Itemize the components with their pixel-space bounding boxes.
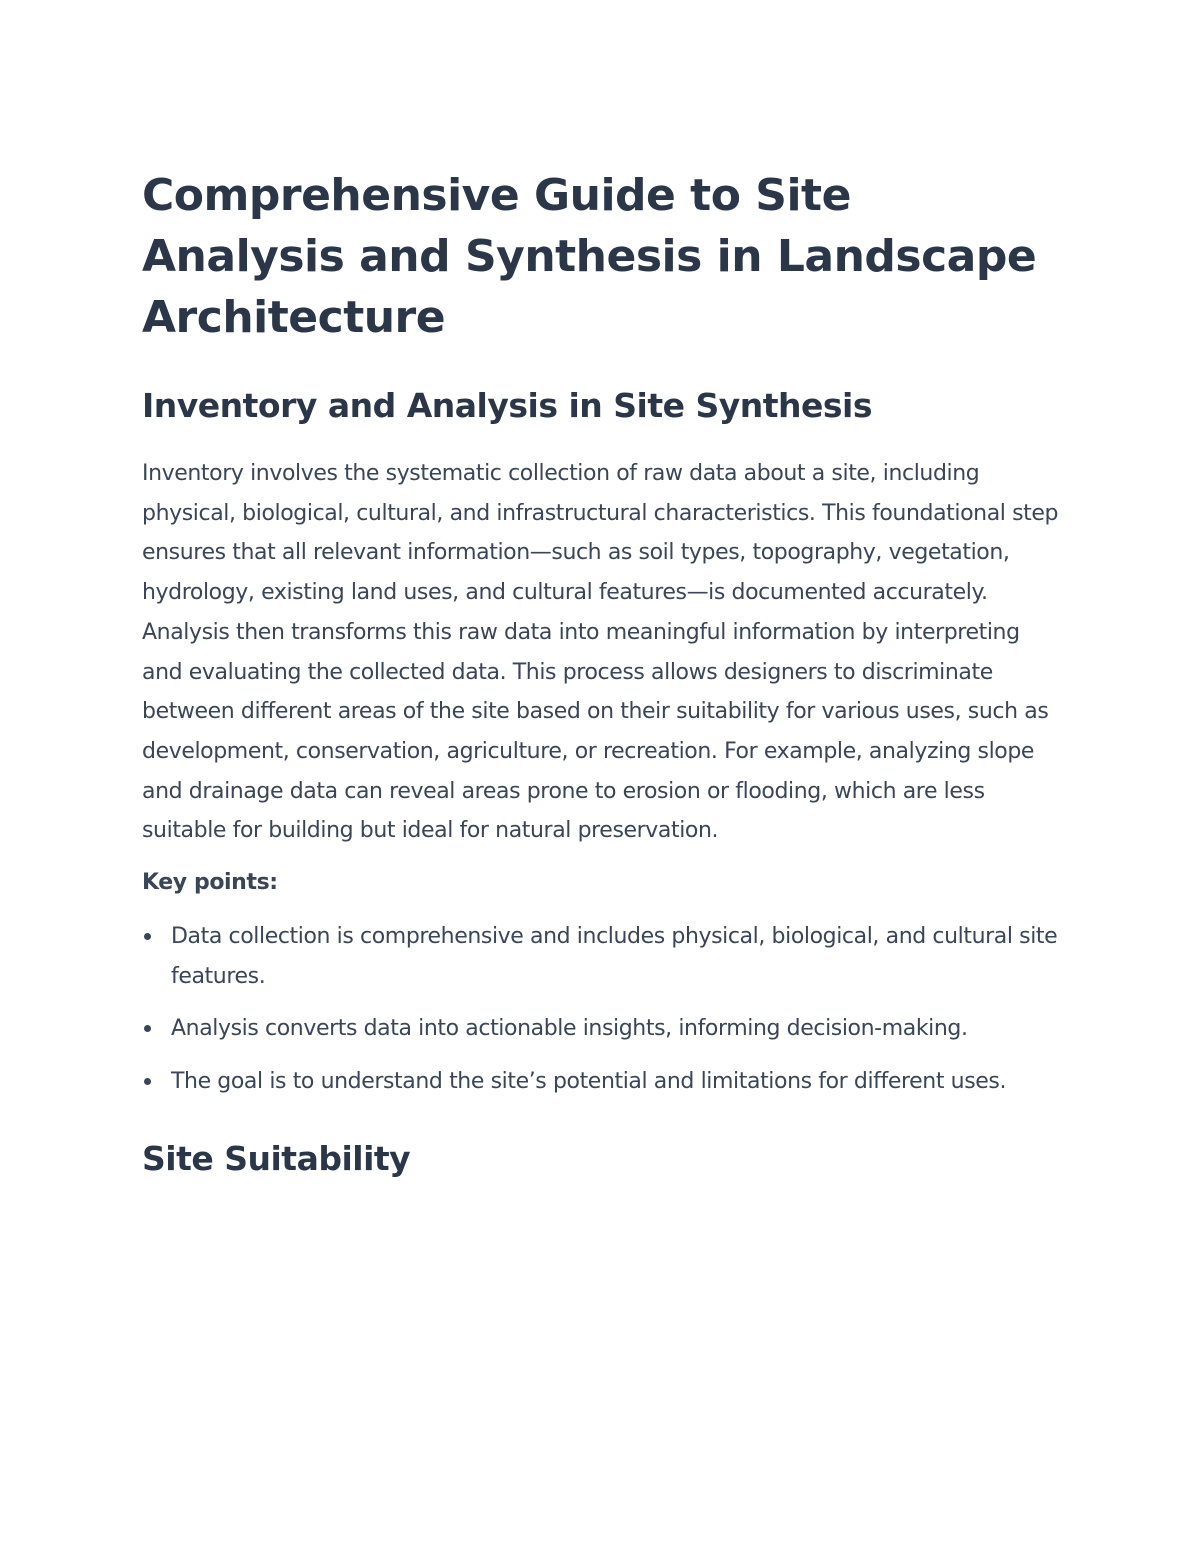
list-item: [142, 1009, 1062, 1049]
bullet-icon: [144, 1025, 151, 1032]
list-item-text: The goal is to understand the site’s potential and limitations for different uses.: [171, 1069, 1007, 1095]
document-page: [142, 165, 1062, 1181]
bullet-icon: [144, 933, 151, 940]
list-item: [142, 917, 1062, 996]
list-item: [142, 1062, 1062, 1102]
list-item-text: Analysis converts data into actionable insights, informing decision-making.: [171, 1016, 968, 1042]
section-heading-inventory: Inventory and Analysis in Site Synthesis: [142, 386, 872, 425]
list-item-text: Data collection is comprehensive and includes physical, biological, and cultural site features.: [171, 924, 1058, 989]
key-points-list: [142, 917, 1062, 1102]
section-heading-site-suitability: Site Suitability: [142, 1138, 411, 1178]
document-title: Comprehensive Guide to Site Analysis and Synthesis in Landscape Architecture: [142, 170, 1037, 343]
section-paragraph: Inventory involves the systematic collection of raw data about a site, including physical, biological, cultural, and infrastructural characteristics. This foundational step ensures that all relevant information—such as soil types, topography, vegetation, hydrology, existing land uses, and cultural features—is documented accurately. Analysis then transforms this raw data into meaningful information by interpreting and evaluating the collected data. This process allows designers to discriminate between different areas of the site based on their suitability for various uses, such as development, conservation, agriculture, or recreation. For example, analyzing slope and drainage data can reveal areas prone to erosion or flooding, which are less suitable for building but ideal for natural preservation.: [142, 461, 1059, 844]
key-points-label: Key points:: [142, 870, 278, 896]
bullet-icon: [144, 1078, 151, 1085]
